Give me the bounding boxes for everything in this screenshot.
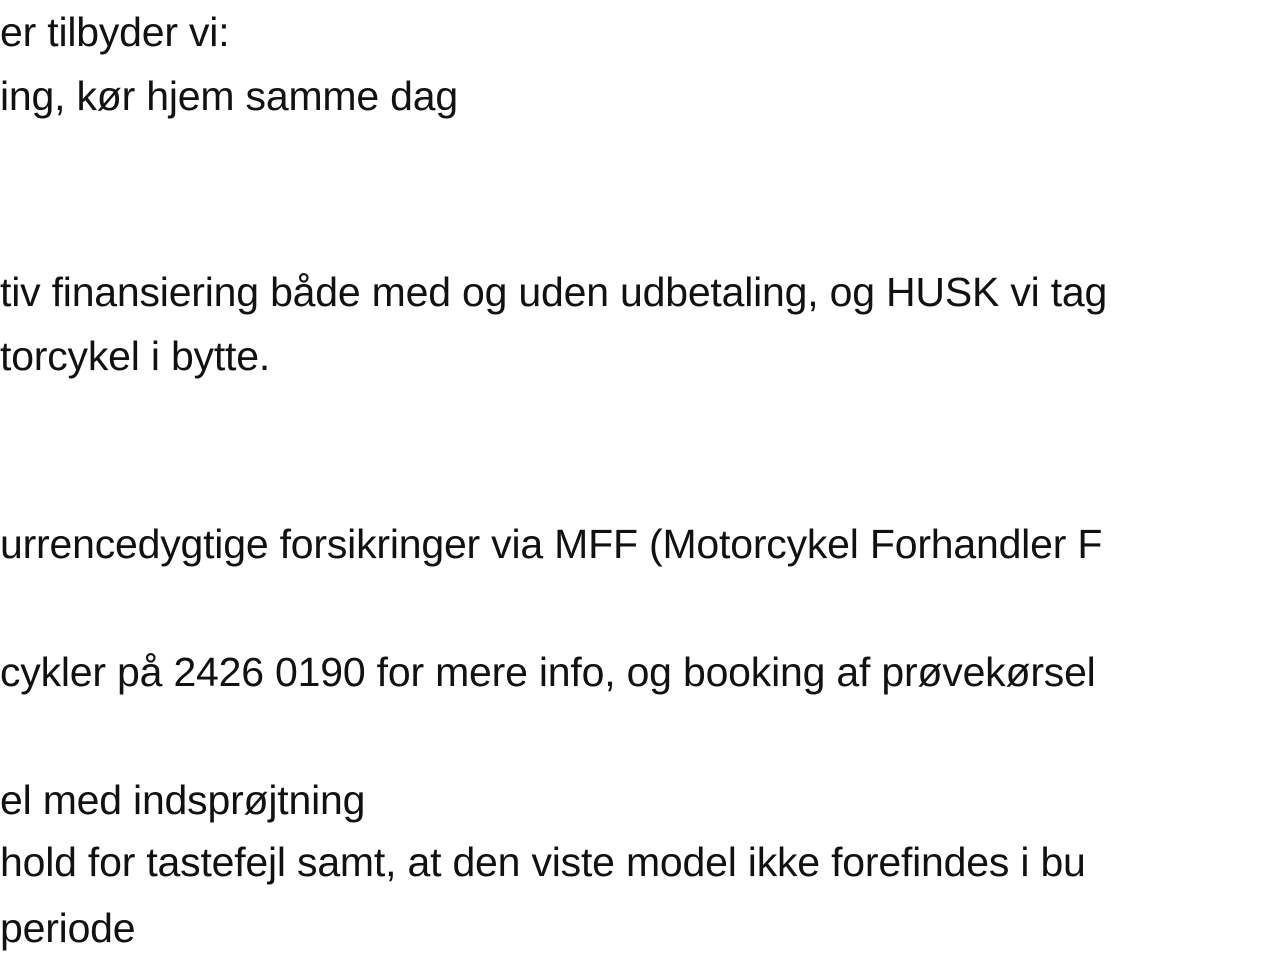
text-line-contact: cykler på 2426 0190 for mere info, og booking af prøvekørsel [0,649,1096,695]
text-line-trade-in: torcykel i bytte. [0,333,271,379]
text-line-financing: tiv finansiering både med og uden udbetaling, og HUSK vi tag [0,269,1108,315]
text-line-insurance: urrencedygtige forsikringer via MFF (Motorcykel Forhandler F [0,521,1103,567]
text-line-drive-home: ing, kør hjem samme dag [0,73,458,119]
text-line-injection: el med indsprøjtning [0,777,366,823]
text-line-offer-intro: er tilbyder vi: [0,9,230,55]
text-line-period: periode [0,905,136,951]
text-line-disclaimer: hold for tastefejl samt, at den viste model ikke forefindes i bu [0,839,1086,885]
